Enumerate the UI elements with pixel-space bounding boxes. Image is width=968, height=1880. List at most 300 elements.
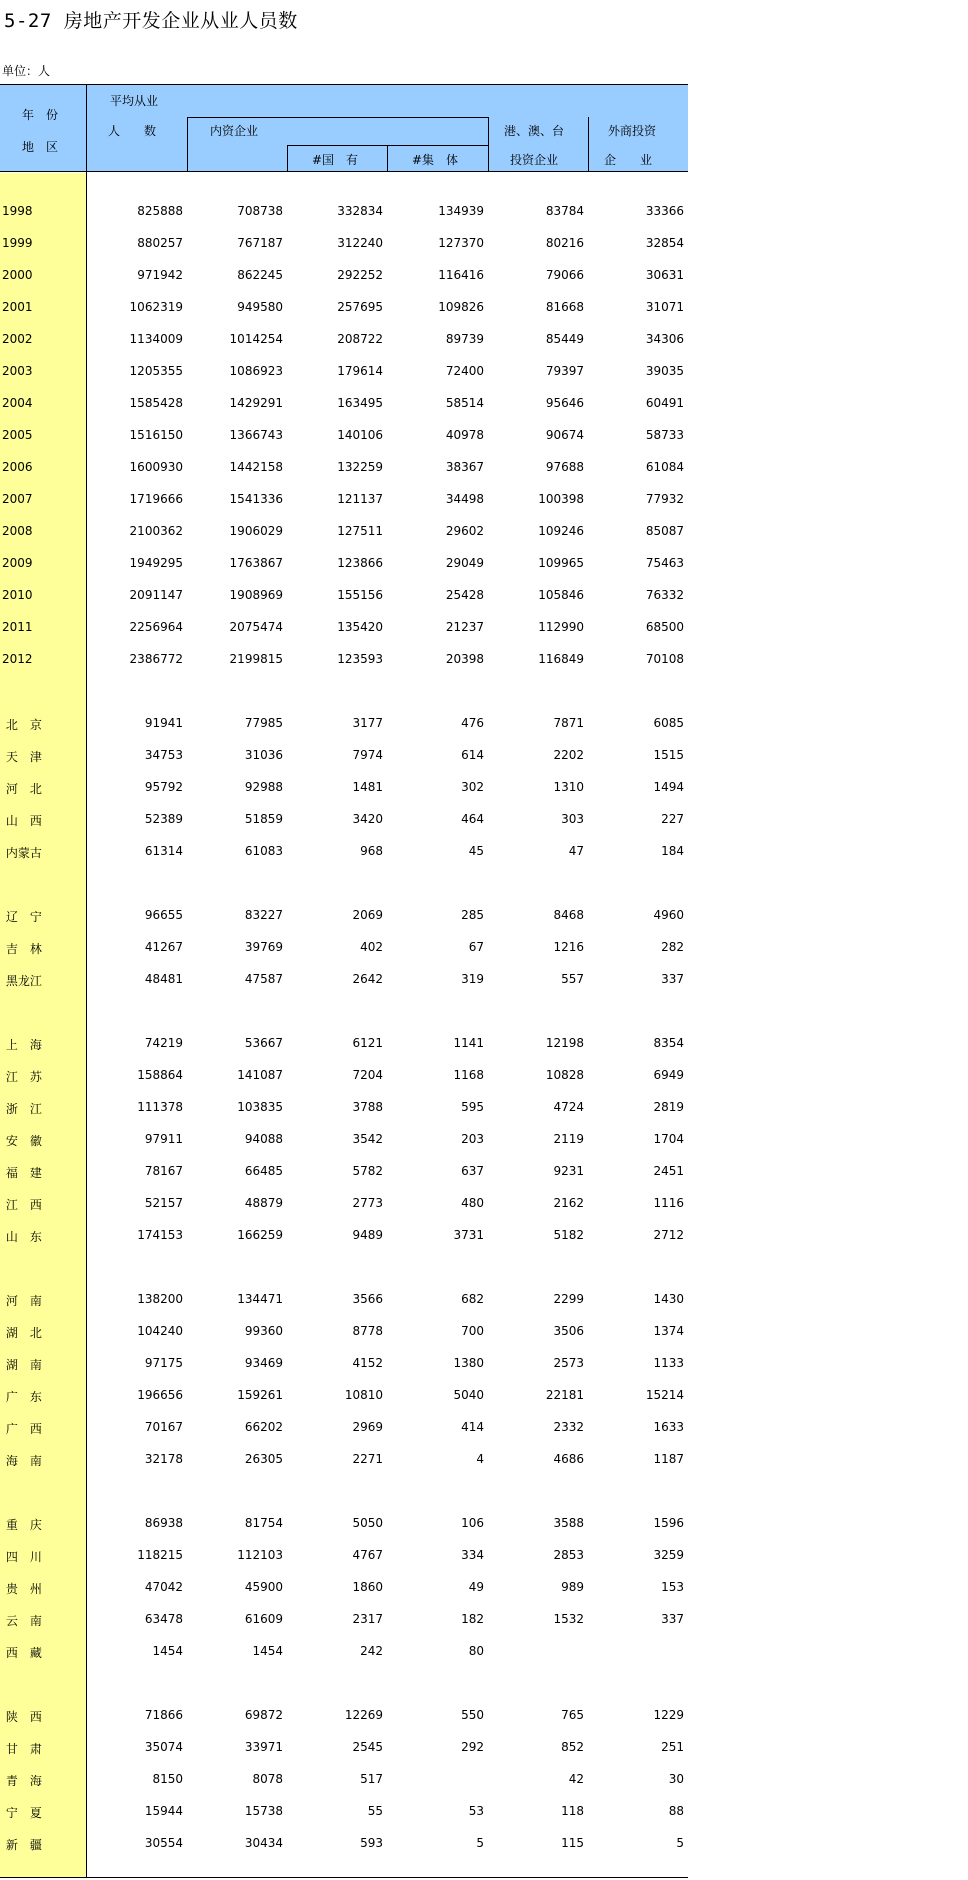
table-cell: 12198 bbox=[545, 1036, 584, 1050]
table-cell: 332834 bbox=[337, 204, 383, 218]
page-title bbox=[4, 6, 298, 33]
table-cell: 2317 bbox=[352, 1612, 383, 1626]
table-cell: 94088 bbox=[244, 1132, 283, 1146]
header-bottom-rule bbox=[0, 171, 688, 172]
table-cell: 2332 bbox=[553, 1420, 584, 1434]
table-cell: 1134009 bbox=[129, 332, 183, 346]
row-label: 西 藏 bbox=[2, 1646, 42, 1660]
table-cell: 1704 bbox=[653, 1132, 684, 1146]
table-cell: 637 bbox=[461, 1164, 484, 1178]
table-cell: 86938 bbox=[144, 1516, 183, 1530]
table-cell: 3588 bbox=[553, 1516, 584, 1530]
table-cell: 949580 bbox=[237, 300, 283, 314]
table-cell: 34306 bbox=[645, 332, 684, 346]
table-cell: 6121 bbox=[352, 1036, 383, 1050]
row-label: 天 津 bbox=[2, 750, 42, 764]
table-cell: 1133 bbox=[653, 1356, 684, 1370]
table-cell: 103835 bbox=[237, 1100, 283, 1114]
table-cell: 312240 bbox=[337, 236, 383, 250]
table-cell: 63478 bbox=[144, 1612, 183, 1626]
table-row bbox=[0, 1449, 688, 1469]
table-cell: 74219 bbox=[144, 1036, 183, 1050]
table-cell: 112990 bbox=[538, 620, 584, 634]
table-cell: 90674 bbox=[545, 428, 584, 442]
table-cell: 1216 bbox=[553, 940, 584, 954]
table-cell: 69872 bbox=[244, 1708, 283, 1722]
table-cell: 292 bbox=[461, 1740, 484, 1754]
table-cell: 66202 bbox=[244, 1420, 283, 1434]
table-cell: 2256964 bbox=[129, 620, 183, 634]
table-cell: 302 bbox=[461, 780, 484, 794]
table-row bbox=[0, 1353, 688, 1373]
table-cell: 80216 bbox=[545, 236, 584, 250]
table-cell: 1141 bbox=[453, 1036, 484, 1050]
table-cell: 968 bbox=[360, 844, 383, 858]
table-cell: 595 bbox=[461, 1100, 484, 1114]
table-cell: 58733 bbox=[645, 428, 684, 442]
table-cell: 132259 bbox=[337, 460, 383, 474]
table-cell: 2100362 bbox=[129, 524, 183, 538]
table-cell: 476 bbox=[461, 716, 484, 730]
table-cell: 68500 bbox=[645, 620, 684, 634]
table-cell: 2386772 bbox=[129, 652, 183, 666]
table-cell: 9231 bbox=[553, 1164, 584, 1178]
table-cell: 41267 bbox=[144, 940, 183, 954]
table-cell: 33366 bbox=[645, 204, 684, 218]
table-cell: 1585428 bbox=[129, 396, 183, 410]
row-label: 山 西 bbox=[2, 814, 42, 828]
table-cell: 34498 bbox=[445, 492, 484, 506]
row-label: 青 海 bbox=[2, 1774, 42, 1788]
row-label: 北 京 bbox=[2, 718, 42, 732]
row-label: 广 西 bbox=[2, 1422, 42, 1436]
row-label: 四 川 bbox=[2, 1550, 42, 1564]
table-cell: 9489 bbox=[352, 1228, 383, 1242]
table-cell: 32178 bbox=[144, 1452, 183, 1466]
table-cell: 2642 bbox=[352, 972, 383, 986]
table-cell: 21237 bbox=[445, 620, 484, 634]
table-cell: 517 bbox=[360, 1772, 383, 1786]
table-cell: 99360 bbox=[244, 1324, 283, 1338]
table-cell: 104240 bbox=[137, 1324, 183, 1338]
table-cell: 2162 bbox=[553, 1196, 584, 1210]
table-cell: 682 bbox=[461, 1292, 484, 1306]
table-row bbox=[0, 425, 688, 445]
row-label: 湖 南 bbox=[2, 1358, 42, 1372]
table-cell: 4 bbox=[476, 1452, 484, 1466]
table-cell: 166259 bbox=[237, 1228, 283, 1242]
table-cell: 49 bbox=[468, 1580, 484, 1594]
table-row bbox=[0, 1641, 688, 1661]
table-row bbox=[0, 617, 688, 637]
table-cell: 33971 bbox=[244, 1740, 283, 1754]
row-label: 海 南 bbox=[2, 1454, 42, 1468]
table-cell: 480 bbox=[461, 1196, 484, 1210]
table-cell: 92988 bbox=[244, 780, 283, 794]
table-cell: 2299 bbox=[553, 1292, 584, 1306]
table-row bbox=[0, 937, 688, 957]
table-row bbox=[0, 1513, 688, 1533]
table-cell: 1429291 bbox=[229, 396, 283, 410]
header-divider bbox=[488, 117, 489, 171]
table-cell: 134471 bbox=[237, 1292, 283, 1306]
table-row bbox=[0, 1545, 688, 1565]
row-label: 2010 bbox=[2, 588, 33, 602]
table-cell: 319 bbox=[461, 972, 484, 986]
row-label: 2000 bbox=[2, 268, 33, 282]
table-cell: 862245 bbox=[237, 268, 283, 282]
row-label: 湖 北 bbox=[2, 1326, 42, 1340]
table-cell: 40978 bbox=[445, 428, 484, 442]
table-cell: 6085 bbox=[653, 716, 684, 730]
row-label: 2007 bbox=[2, 492, 33, 506]
table-cell: 3731 bbox=[453, 1228, 484, 1242]
table-cell: 825888 bbox=[137, 204, 183, 218]
table-row bbox=[0, 201, 688, 221]
table-cell: 7204 bbox=[352, 1068, 383, 1082]
table-row bbox=[0, 1609, 688, 1629]
table-cell: 1949295 bbox=[129, 556, 183, 570]
table-cell: 2069 bbox=[352, 908, 383, 922]
row-label: 内蒙古 bbox=[2, 846, 42, 860]
table-cell: 402 bbox=[360, 940, 383, 954]
table-cell: 42 bbox=[568, 1772, 584, 1786]
row-label: 江 西 bbox=[2, 1198, 42, 1212]
table-cell: 8150 bbox=[152, 1772, 183, 1786]
table-cell: 35074 bbox=[144, 1740, 183, 1754]
table-cell: 208722 bbox=[337, 332, 383, 346]
table-cell: 242 bbox=[360, 1644, 383, 1658]
table-cell: 2271 bbox=[352, 1452, 383, 1466]
table-cell: 163495 bbox=[337, 396, 383, 410]
row-label: 云 南 bbox=[2, 1614, 42, 1628]
table-row bbox=[0, 809, 688, 829]
table-cell: 121137 bbox=[337, 492, 383, 506]
table-cell: 51859 bbox=[244, 812, 283, 826]
table-cell: 153 bbox=[661, 1580, 684, 1594]
table-cell: 53667 bbox=[244, 1036, 283, 1050]
table-cell: 1481 bbox=[352, 780, 383, 794]
table-cell: 1494 bbox=[653, 780, 684, 794]
table-cell: 45 bbox=[468, 844, 484, 858]
table-cell: 1062319 bbox=[129, 300, 183, 314]
table-cell: 47042 bbox=[144, 1580, 183, 1594]
table-row bbox=[0, 1833, 688, 1853]
table-row bbox=[0, 329, 688, 349]
table-cell: 2969 bbox=[352, 1420, 383, 1434]
unit-label: 单位：人 bbox=[2, 64, 51, 78]
table-cell: 61609 bbox=[244, 1612, 283, 1626]
table-cell: 105846 bbox=[538, 588, 584, 602]
table-cell: 1205355 bbox=[129, 364, 183, 378]
table-cell: 1515 bbox=[653, 748, 684, 762]
row-label: 2009 bbox=[2, 556, 33, 570]
table-cell: 60491 bbox=[645, 396, 684, 410]
row-label: 吉 林 bbox=[2, 942, 42, 956]
header-year: 年 份 bbox=[22, 108, 59, 122]
table-cell: 4724 bbox=[553, 1100, 584, 1114]
table-row bbox=[0, 1737, 688, 1757]
table-cell: 79066 bbox=[545, 268, 584, 282]
table-cell: 2119 bbox=[553, 1132, 584, 1146]
table-cell: 77985 bbox=[244, 716, 283, 730]
table-cell: 3420 bbox=[352, 812, 383, 826]
table-cell: 83784 bbox=[545, 204, 584, 218]
table-cell: 292252 bbox=[337, 268, 383, 282]
table-row bbox=[0, 1385, 688, 1405]
table-cell: 70108 bbox=[645, 652, 684, 666]
row-label: 安 徽 bbox=[2, 1134, 42, 1148]
table-cell: 91941 bbox=[144, 716, 183, 730]
table-row bbox=[0, 1097, 688, 1117]
header-side-cell bbox=[0, 85, 86, 171]
table-cell: 337 bbox=[661, 1612, 684, 1626]
table-cell: 8078 bbox=[252, 1772, 283, 1786]
table-cell: 118215 bbox=[137, 1548, 183, 1562]
table-cell: 3788 bbox=[352, 1100, 383, 1114]
table-cell: 77932 bbox=[645, 492, 684, 506]
table-cell: 1086923 bbox=[229, 364, 283, 378]
table-row bbox=[0, 777, 688, 797]
table-cell: 2573 bbox=[553, 1356, 584, 1370]
table-cell: 203 bbox=[461, 1132, 484, 1146]
table-cell: 1454 bbox=[252, 1644, 283, 1658]
table-cell: 34753 bbox=[144, 748, 183, 762]
table-cell: 8468 bbox=[553, 908, 584, 922]
table-cell: 30434 bbox=[244, 1836, 283, 1850]
table-row bbox=[0, 713, 688, 733]
table-row bbox=[0, 393, 688, 413]
row-label: 黑龙江 bbox=[2, 974, 42, 988]
table-cell: 7871 bbox=[553, 716, 584, 730]
table-cell: 32854 bbox=[645, 236, 684, 250]
table-cell: 464 bbox=[461, 812, 484, 826]
table-cell: 1168 bbox=[453, 1068, 484, 1082]
table-number: 5-27 bbox=[4, 10, 52, 32]
table-cell: 15738 bbox=[244, 1804, 283, 1818]
table-cell: 1229 bbox=[653, 1708, 684, 1722]
table-cell: 39769 bbox=[244, 940, 283, 954]
table-row bbox=[0, 1129, 688, 1149]
table-cell: 80 bbox=[468, 1644, 484, 1658]
header-avg-line2: 人 数 bbox=[108, 124, 157, 138]
table-cell: 38367 bbox=[445, 460, 484, 474]
table-cell: 109965 bbox=[538, 556, 584, 570]
table-cell: 6949 bbox=[653, 1068, 684, 1082]
table-cell: 7974 bbox=[352, 748, 383, 762]
header-hmt-line1: 港、澳、台 bbox=[504, 124, 565, 138]
table-cell: 85087 bbox=[645, 524, 684, 538]
table-cell: 79397 bbox=[545, 364, 584, 378]
table-cell: 2819 bbox=[653, 1100, 684, 1114]
table-cell: 614 bbox=[461, 748, 484, 762]
table-cell: 5040 bbox=[453, 1388, 484, 1402]
table-cell: 1310 bbox=[553, 780, 584, 794]
table-cell: 30631 bbox=[645, 268, 684, 282]
table-cell: 765 bbox=[561, 1708, 584, 1722]
row-label: 辽 宁 bbox=[2, 910, 42, 924]
table-cell: 251 bbox=[661, 1740, 684, 1754]
table-cell: 48879 bbox=[244, 1196, 283, 1210]
table-cell: 1366743 bbox=[229, 428, 283, 442]
table-cell: 140106 bbox=[337, 428, 383, 442]
table-cell: 1763867 bbox=[229, 556, 283, 570]
table-row bbox=[0, 969, 688, 989]
row-label: 1998 bbox=[2, 204, 33, 218]
table-cell: 97688 bbox=[545, 460, 584, 474]
row-label: 2011 bbox=[2, 620, 33, 634]
table-cell: 285 bbox=[461, 908, 484, 922]
table-cell: 67 bbox=[468, 940, 484, 954]
table-cell: 1442158 bbox=[229, 460, 283, 474]
table-cell: 93469 bbox=[244, 1356, 283, 1370]
row-label: 2004 bbox=[2, 396, 33, 410]
table-cell: 71866 bbox=[144, 1708, 183, 1722]
table-row bbox=[0, 1289, 688, 1309]
table-cell: 184 bbox=[661, 844, 684, 858]
table-cell: 39035 bbox=[645, 364, 684, 378]
table-row bbox=[0, 1161, 688, 1181]
table-cell: 1374 bbox=[653, 1324, 684, 1338]
row-label: 1999 bbox=[2, 236, 33, 250]
table-cell: 1719666 bbox=[129, 492, 183, 506]
table-cell: 88 bbox=[668, 1804, 684, 1818]
table-cell: 3177 bbox=[352, 716, 383, 730]
table-cell: 138200 bbox=[137, 1292, 183, 1306]
table-cell: 61314 bbox=[144, 844, 183, 858]
table-cell: 4767 bbox=[352, 1548, 383, 1562]
table-cell: 52157 bbox=[144, 1196, 183, 1210]
table-cell: 158864 bbox=[137, 1068, 183, 1082]
table-row bbox=[0, 745, 688, 765]
table-cell: 159261 bbox=[237, 1388, 283, 1402]
row-label: 重 庆 bbox=[2, 1518, 42, 1532]
table-cell: 2545 bbox=[352, 1740, 383, 1754]
table-cell: 1516150 bbox=[129, 428, 183, 442]
table-cell: 227 bbox=[661, 812, 684, 826]
table-cell: 593 bbox=[360, 1836, 383, 1850]
table-cell: 2712 bbox=[653, 1228, 684, 1242]
table-row bbox=[0, 233, 688, 253]
table-cell: 141087 bbox=[237, 1068, 283, 1082]
table-cell: 179614 bbox=[337, 364, 383, 378]
row-label: 新 疆 bbox=[2, 1838, 42, 1852]
table-cell: 1454 bbox=[152, 1644, 183, 1658]
table-cell: 155156 bbox=[337, 588, 383, 602]
table-cell: 196656 bbox=[137, 1388, 183, 1402]
table-cell: 8354 bbox=[653, 1036, 684, 1050]
table-cell: 3506 bbox=[553, 1324, 584, 1338]
row-label: 甘 肃 bbox=[2, 1742, 42, 1756]
table-cell: 334 bbox=[461, 1548, 484, 1562]
table-cell: 118 bbox=[561, 1804, 584, 1818]
table-cell: 2773 bbox=[352, 1196, 383, 1210]
table-cell: 70167 bbox=[144, 1420, 183, 1434]
table-cell: 15944 bbox=[144, 1804, 183, 1818]
table-cell: 127370 bbox=[438, 236, 484, 250]
table-cell: 257695 bbox=[337, 300, 383, 314]
table-row bbox=[0, 1065, 688, 1085]
table-cell: 76332 bbox=[645, 588, 684, 602]
table-cell: 971942 bbox=[137, 268, 183, 282]
table-cell: 72400 bbox=[445, 364, 484, 378]
header-collective: #集 体 bbox=[412, 153, 459, 167]
table-cell: 282 bbox=[661, 940, 684, 954]
table-cell: 135420 bbox=[337, 620, 383, 634]
table-cell: 116416 bbox=[438, 268, 484, 282]
table-row bbox=[0, 1577, 688, 1597]
table-cell: 15214 bbox=[645, 1388, 684, 1402]
table-cell: 5 bbox=[676, 1836, 684, 1850]
table-row bbox=[0, 265, 688, 285]
table-cell: 182 bbox=[461, 1612, 484, 1626]
row-label: 2003 bbox=[2, 364, 33, 378]
table-cell: 48481 bbox=[144, 972, 183, 986]
table-cell: 106 bbox=[461, 1516, 484, 1530]
table-cell: 989 bbox=[561, 1580, 584, 1594]
table-row bbox=[0, 841, 688, 861]
row-label: 2012 bbox=[2, 652, 33, 666]
table-cell: 115 bbox=[561, 1836, 584, 1850]
row-label: 陕 西 bbox=[2, 1710, 42, 1724]
header-divider bbox=[387, 145, 388, 171]
table-cell: 31036 bbox=[244, 748, 283, 762]
table-cell: 31071 bbox=[645, 300, 684, 314]
header-divider bbox=[187, 117, 488, 118]
header-hmt-line2: 投资企业 bbox=[510, 153, 559, 167]
table-cell: 4686 bbox=[553, 1452, 584, 1466]
table-cell: 557 bbox=[561, 972, 584, 986]
table-cell: 134939 bbox=[438, 204, 484, 218]
row-label: 广 东 bbox=[2, 1390, 42, 1404]
table-cell: 2853 bbox=[553, 1548, 584, 1562]
header-divider bbox=[588, 117, 589, 171]
table-cell: 95646 bbox=[545, 396, 584, 410]
table-cell: 10828 bbox=[545, 1068, 584, 1082]
table-cell: 22181 bbox=[545, 1388, 584, 1402]
table-row bbox=[0, 457, 688, 477]
table-cell: 1116 bbox=[653, 1196, 684, 1210]
table-cell: 55 bbox=[367, 1804, 383, 1818]
table-row bbox=[0, 905, 688, 925]
table-cell: 1014254 bbox=[229, 332, 283, 346]
header-foreign-line1: 外商投资 bbox=[608, 124, 657, 138]
table-cell: 85449 bbox=[545, 332, 584, 346]
table-row bbox=[0, 361, 688, 381]
table-cell: 81754 bbox=[244, 1516, 283, 1530]
table-cell: 1860 bbox=[352, 1580, 383, 1594]
table-cell: 78167 bbox=[144, 1164, 183, 1178]
row-label: 山 东 bbox=[2, 1230, 42, 1244]
table-cell: 30554 bbox=[144, 1836, 183, 1850]
table-cell: 550 bbox=[461, 1708, 484, 1722]
table-cell: 123593 bbox=[337, 652, 383, 666]
table-cell: 53 bbox=[468, 1804, 484, 1818]
row-label: 贵 州 bbox=[2, 1582, 42, 1596]
table-cell: 127511 bbox=[337, 524, 383, 538]
table-cell: 5 bbox=[476, 1836, 484, 1850]
table-cell: 47 bbox=[568, 844, 584, 858]
row-label: 宁 夏 bbox=[2, 1806, 42, 1820]
row-label: 2001 bbox=[2, 300, 33, 314]
table-row bbox=[0, 1321, 688, 1341]
table-cell: 61083 bbox=[244, 844, 283, 858]
table-cell: 97911 bbox=[144, 1132, 183, 1146]
table-cell: 2075474 bbox=[229, 620, 283, 634]
table-cell: 1380 bbox=[453, 1356, 484, 1370]
table-cell: 20398 bbox=[445, 652, 484, 666]
table-cell: 767187 bbox=[237, 236, 283, 250]
